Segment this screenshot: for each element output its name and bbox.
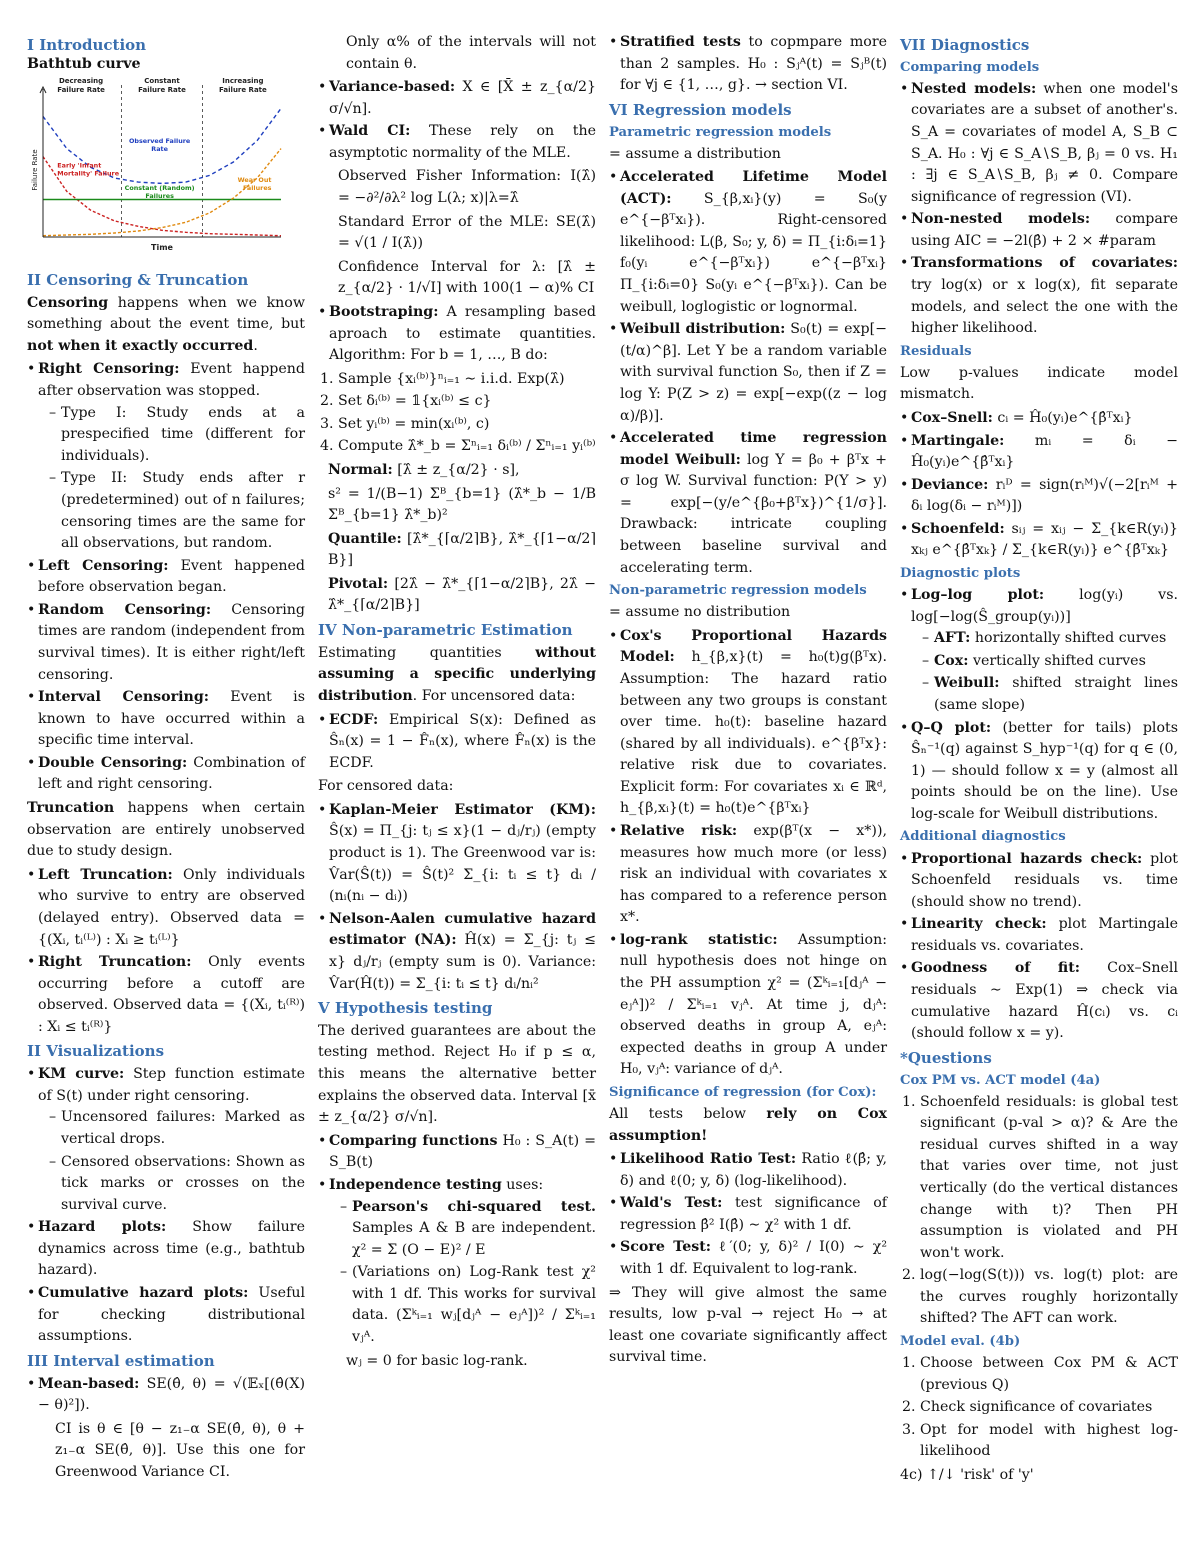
item-label: Martingale: — [911, 432, 1005, 449]
subsection-parametric: Parametric regression models — [609, 124, 832, 140]
residuals-list — [900, 408, 1178, 562]
subsection-diagnostic-plots: Diagnostic plots — [900, 566, 1021, 582]
item-text: to copmpare more than 2 samples. H₀ : Sⱼᴬ(t) = Sⱼᴮ(t) for ∀j ∈ {1, …, g}. → section VI. — [620, 34, 887, 94]
item-label: Proportional hazards check: — [911, 850, 1143, 867]
item-label: Right Truncation: — [38, 954, 192, 971]
list-item — [27, 1064, 305, 1216]
censoring-intro-end: . — [253, 337, 258, 354]
censoring-list — [27, 359, 305, 796]
list-item — [318, 121, 596, 164]
item-text: sᵢⱼ = xᵢⱼ − Σ_{k∈R(yᵢ)} xₖⱼ e^{β̂ᵀxₖ} / Σ_{k∈R(yᵢ)} e^{β̂ᵀxₖ} — [911, 520, 1178, 559]
item-text: mᵢ = δᵢ − Ĥ₀(yᵢ)e^{β̂ᵀxᵢ} — [911, 432, 1178, 471]
item-label: Log–log plot: — [911, 587, 1045, 604]
subsection-nonparametric: Non-parametric regression models — [609, 583, 867, 599]
item-text: test significance of regression β̂² I(β̂) ∼ χ² with 1 df. — [620, 1195, 887, 1233]
column-4 — [900, 32, 1178, 1489]
step-item: 2. Set δᵢ⁽ᵇ⁾ = 𝟙{xᵢ⁽ᵇ⁾ ≤ c} — [338, 391, 596, 413]
list-item — [609, 167, 887, 318]
np-intro — [318, 643, 596, 708]
item-text: S₀(t) = exp[−(t/α)^β]. Let Y be a random variable with survival function S₀, then if Z = log Y: P(Z > z) = exp[−exp((z − log α)/β)]. — [620, 321, 887, 424]
list-item — [900, 914, 1178, 957]
section-title-censoring: II Censoring & Truncation — [27, 270, 249, 289]
step-item: 3. Set yᵢ⁽ᵇ⁾ = min(xᵢ⁽ᵇ⁾, c) — [338, 414, 596, 436]
alpha-note: Only α% of the intervals will not contain θ. — [346, 34, 596, 72]
item-label: Score Test: — [620, 1239, 712, 1256]
np-intro-end: . For uncensored data: — [412, 687, 576, 704]
item-text: vertically shifted curves — [968, 652, 1146, 669]
subsection-cox-vs-act: Cox PM vs. ACT model (4a) — [900, 1072, 1101, 1088]
item-label: Transformations of covariates: — [911, 255, 1178, 272]
list-item — [900, 431, 1178, 474]
region-title: Constant — [144, 77, 180, 86]
ecdf-list — [318, 710, 596, 775]
list-item — [900, 209, 1178, 252]
fisher-info: Observed Fisher Information: I(λ̂) = −∂²/∂λ² log L(λ; x)|λ=λ̂ — [338, 168, 596, 207]
item-text: A resampling based aproach to estimate quantities. Algorithm: For b = 1, …, B do: — [329, 303, 596, 364]
parametric-note: = assume a distribution — [609, 145, 781, 162]
item-text: shifted straight lines (same slope) — [934, 675, 1178, 714]
bootstrap-steps — [318, 369, 596, 458]
ci-pivotal — [328, 574, 596, 617]
subsection-additional: Additional diagnostics — [900, 829, 1066, 845]
column-2 — [318, 32, 596, 1374]
list-item — [609, 626, 887, 820]
item-label: Weibull distribution: — [620, 321, 786, 338]
visualization-list — [27, 1064, 305, 1348]
plots-list — [900, 585, 1178, 825]
subsection-residuals: Residuals — [900, 343, 972, 359]
section-title-visualizations: II Visualizations — [27, 1042, 165, 1061]
interval-list — [27, 1374, 305, 1417]
ci-text: CI is θ ∈ [θ − z₁₋α SE(θ̂, θ), θ + z₁₋α SE(θ̂, θ)]. Use this one for Greenwood Variance CI. — [55, 1420, 305, 1480]
item-label: Stratified tests — [620, 34, 741, 50]
list-item — [318, 909, 596, 995]
item-label: Normal: — [328, 461, 393, 478]
item-label: Accelerated Lifetime Model (ACT): — [620, 169, 887, 207]
parametric-list — [609, 167, 887, 579]
item-label: Bootstraping: — [329, 303, 439, 320]
item-label: Relative risk: — [620, 823, 738, 839]
list-item — [27, 753, 305, 796]
item-text: Step function estimate of S(t) under right censoring. — [38, 1066, 305, 1104]
section-title-nonparametric: IV Non-parametric Estimation — [318, 621, 573, 640]
item-label: Nested models: — [911, 80, 1037, 97]
list-item — [900, 718, 1178, 826]
step-item: 2. Check significance of covariates — [920, 1397, 1178, 1419]
item-label: Variance-based: — [329, 79, 456, 96]
section-title-interval-estimation: III Interval estimation — [27, 1351, 215, 1370]
item-text: exp(βᵀ(x − x*)), measures how much more (or less) risk an individual with covariates x has compared to a reference person x*. — [620, 823, 887, 926]
region-title: Decreasing — [58, 77, 104, 86]
ci-quantile — [328, 529, 596, 572]
list-item — [609, 428, 887, 579]
item-label: ECDF: — [329, 711, 379, 728]
cox-vs-act-list — [900, 1092, 1178, 1330]
item-label: log-rank statistic: — [620, 931, 778, 948]
section-title-questions: *Questions — [900, 1048, 992, 1067]
ci-normal — [328, 460, 596, 482]
item-label: Double Censoring: — [38, 754, 188, 771]
item-text: Show failure dynamics across time (e.g., bathtub hazard). — [38, 1219, 305, 1279]
np-intro-bold: without assuming a specific underlying distribution — [318, 644, 596, 704]
list-item — [609, 821, 887, 929]
item-text: horizontally shifted curves — [970, 630, 1167, 647]
item-label: Pivotal: — [328, 575, 389, 592]
item-label: Mean-based: — [38, 1375, 140, 1392]
step-item: 1. Choose between Cox PM & ACT (previous Q) — [920, 1353, 1178, 1396]
chart-annotation: Rate — [151, 145, 168, 154]
list-item — [900, 253, 1178, 339]
list-item — [27, 600, 305, 686]
list-item — [900, 849, 1178, 914]
comparing-list — [900, 79, 1178, 340]
list-item — [609, 319, 887, 427]
truncation-term: Truncation — [27, 800, 115, 817]
significance-intro — [609, 1104, 887, 1147]
region-title: Increasing — [222, 77, 264, 86]
chart-annotation: Failures — [145, 192, 174, 201]
step-item: 2. log(−log(S(t))) vs. log(t) plot: are the curves roughly horizontally shifted? The AFT can work. — [920, 1265, 1178, 1330]
item-label: Cox–Snell: — [911, 410, 993, 427]
standard-error: Standard Error of the MLE: SE(λ̂) = √(1 / I(λ̂)) — [338, 213, 596, 252]
item-text: [2λ̂ − λ̂*_{⌈1−α/2⌉B}, 2λ̂ − λ̂*_{⌈α/2⌉B}] — [328, 575, 596, 614]
right-censoring-sublist — [38, 403, 305, 555]
item-text: Samples A & B are independent. χ² = Σ (O − E)² / E — [352, 1220, 596, 1258]
sub-item: – Censored observations: Shown as tick marks or crosses on the survival curve. — [49, 1152, 305, 1217]
list-item — [609, 1193, 887, 1236]
item-text: Only individuals who survive to entry are observed (delayed entry). Observed data = {(Xᵢ, tᵢ⁽ᴸ⁾) : Xᵢ ≥ tᵢ⁽ᴸ⁾} — [38, 866, 305, 948]
chart-annotation: Wear Out — [237, 176, 272, 185]
hypothesis-list — [318, 1131, 596, 1349]
list-item — [27, 952, 305, 1038]
section-title-diagnostics: VII Diagnostics — [900, 36, 1030, 54]
item-text: Only events occurring before a cutoff are observed. Observed data = {(Xᵢ, tᵢ⁽ᴿ⁾) : Xᵢ ≤ tᵢ⁽ᴿ⁾} — [38, 954, 305, 1035]
np-intro-text: Estimating quantities — [318, 644, 536, 661]
variance-list — [318, 77, 596, 164]
item-text: Cox–Snell residuals ∼ Exp(1) ⇒ check via cumulative hazard Ĥ(cᵢ) vs. cᵢ (should follow x = y). — [911, 960, 1178, 1042]
item-label: Nelson-Aalen cumulative hazard estimator (NA): — [329, 910, 596, 949]
list-item — [27, 1217, 305, 1282]
significance-text: All tests below — [609, 1106, 767, 1122]
y-axis-label: Failure Rate — [31, 149, 39, 192]
item-text: compare using AIC = −2l(β̂) + 2 × #param — [911, 211, 1178, 249]
item-label: Schoenfeld: — [911, 520, 1005, 537]
item-text: Event is known to have occurred within a specific time interval. — [38, 689, 305, 749]
subsection-comparing-models: Comparing models — [900, 59, 1040, 75]
item-text: rᵢᴰ = sign(rᵢᴹ)√(−2[rᵢᴹ + δᵢ log(δᵢ − rᵢᴹ)]) — [911, 476, 1178, 515]
item-text: [λ̂ ± z_{α/2} · s], — [392, 461, 520, 478]
column-1 — [27, 32, 305, 1485]
item-label: Interval Censoring: — [38, 689, 209, 706]
item-text: X ∈ [X̄ ± z_{α/2} σ/√n]. — [329, 79, 596, 117]
list-item — [900, 519, 1178, 562]
item-text: S_{β,xᵢ}(y) = S₀(y e^{−βᵀxᵢ}). Right-censored likelihood: L(β, S₀; y, δ) = Π_{i:δᵢ=1} f₀(yᵢ e^{−βᵀxᵢ}) e^{−βᵀxᵢ} Π_{i:δᵢ=0} S₀(yᵢ e^{−βᵀxᵢ}). Can be weibull, loglogistic or lognormal. — [620, 190, 887, 315]
list-item — [900, 408, 1178, 430]
item-label: KM curve: — [38, 1066, 125, 1083]
section-title-hypothesis: V Hypothesis testing — [318, 999, 493, 1018]
section-title-introduction: I Introduction — [27, 36, 147, 54]
truncation-text: happens when certain observation are entirely unobserved due to study design. — [27, 800, 305, 860]
bootstrap-list — [318, 302, 596, 367]
nonparametric-note: = assume no distribution — [609, 604, 791, 621]
item-label: Left Truncation: — [38, 866, 173, 883]
item-text: SE(θ̂, θ) = √(𝔼ₓ[(θ̂(X) − θ)²]). — [38, 1375, 305, 1414]
list-item — [318, 710, 596, 775]
censoring-intro-text: happens when we know something about the event time, but — [27, 294, 305, 333]
bathtub-label: Bathtub curve — [27, 55, 141, 72]
item-label: Likelihood Ratio Test: — [620, 1151, 797, 1168]
step-item: 4. Compute λ̂*_b = Σⁿᵢ₌₁ δᵢ⁽ᵇ⁾ / Σⁿᵢ₌₁ yᵢ⁽ᵇ⁾ — [338, 436, 596, 458]
loglog-sublist — [911, 628, 1178, 716]
item-label: Wald's Test: — [620, 1195, 723, 1212]
list-item — [609, 32, 887, 97]
km-sublist — [38, 1107, 305, 1216]
list-item — [27, 556, 305, 599]
item-text: These rely on the asymptotic normality of the MLE. — [329, 123, 596, 161]
chart-annotation: Failures — [242, 184, 272, 193]
list-item — [900, 79, 1178, 208]
list-item — [318, 1175, 596, 1349]
estimator-list — [318, 800, 596, 995]
item-text: log(yᵢ) vs. log[−log(Ŝ_group(yᵢ))] — [911, 587, 1178, 625]
wj-note: wⱼ = 0 for basic log-rank. — [346, 1352, 528, 1369]
item-label: Linearity check: — [911, 916, 1047, 933]
sub-item — [340, 1262, 596, 1348]
item-text: Ŝ(x) = Π_{j: tⱼ ≤ x}(1 − dⱼ/rⱼ) (empty product is 1). The Greenwood var is: V̂ar(Ŝ(t)) = Ŝ(t)² Σ_{i: tᵢ ≤ t} dᵢ / (nᵢ(nᵢ − dᵢ)) — [329, 823, 596, 905]
item-label: Kaplan-Meier Estimator (KM): — [329, 801, 596, 818]
item-text: when one model's covariates are a subset of another's. S_A = covariates of model A, S_B ⊂ S_A. H₀ : ∀j ∈ S_A∖S_B, βⱼ = 0 vs. H₁ : ∃j ∈ S_A∖S_B, βⱼ ≠ 0. Compare significance of regression (VI). — [911, 80, 1178, 205]
residuals-note: Low p-values indicate model mismatch. — [900, 364, 1178, 403]
last-line: 4c) ↑/↓ 'risk' of 'y' — [900, 1466, 1034, 1483]
region-title: Failure Rate — [57, 86, 105, 95]
independence-sublist — [329, 1197, 596, 1349]
significance-conclusion: ⇒ They will give almost the same results, low p-val → reject H₀ → at least one covariate significantly affect survival time. — [609, 1284, 887, 1366]
item-text: Empirical S(x): Defined as Ŝₙ(x) = 1 − F̂ₙ(x), where F̂ₙ(x) is the ECDF. — [329, 711, 596, 771]
ci-variance — [328, 484, 596, 527]
column-3 — [609, 32, 887, 1371]
item-text: plot Martingale residuals vs. covariates. — [911, 916, 1178, 954]
item-label: Random Censoring: — [38, 601, 212, 618]
item-text: try log(x) or x log(x), fit separate models, and select the one with the higher likelihood. — [911, 277, 1178, 337]
list-item — [609, 1237, 887, 1280]
sub-item: – Type II: Study ends after r (predetermined) out of n failures; censoring times are the same for all observations, but random. — [49, 468, 305, 554]
chart-annotation: Constant (Random) — [124, 184, 195, 193]
item-text: ℓ′(0; y, δ)² / I(0) ∼ χ² with 1 df. Equivalent to log-rank. — [620, 1239, 888, 1278]
hypothesis-text: The derived guarantees are about the testing method. Reject H₀ if p ≤ α, this means the alternative better explains the observed data. Interval [x̄ ± z_{α/2} σ/√n]. — [318, 1022, 596, 1126]
list-item — [27, 1283, 305, 1348]
item-label: Independence testing — [329, 1176, 502, 1193]
model-eval-list — [900, 1353, 1178, 1463]
nonparametric-list — [609, 626, 887, 1081]
item-text: Ĥ(x) = Σ_{j: tⱼ ≤ x} dⱼ/rⱼ (empty sum is 0). Variance: V̂ar(Ĥ(t)) = Σ_{i: tᵢ ≤ t} dᵢ/nᵢ² — [329, 932, 596, 992]
item-text: uses: — [501, 1176, 544, 1193]
item-label: Accelerated time regression model Weibull: — [620, 430, 887, 468]
list-item — [900, 958, 1178, 1044]
sub-item: – Uncensored failures: Marked as vertical drops. — [49, 1107, 305, 1150]
item-label: Pearson's chi-squared test. — [352, 1198, 596, 1215]
sub-item: – Type I: Study ends at a prespecified time (different for individuals). — [49, 403, 305, 468]
item-label: Comparing functions — [329, 1132, 498, 1149]
item-label: Cox's Proportional Hazards Model: — [620, 627, 887, 666]
bootstrap-cis — [318, 460, 596, 617]
list-item — [27, 865, 305, 951]
list-item — [609, 930, 887, 1081]
step-item: 3. Opt for model with highest log-likelihood — [920, 1420, 1178, 1463]
item-text: s² = 1/(B−1) Σᴮ_{b=1} (λ̂*_b − 1/B Σᴮ_{b=1} λ̂*_b)² — [328, 485, 596, 524]
item-text: h_{β,x}(t) = h₀(t)g(βᵀx). Assumption: The hazard ratio between any two groups is constant over time. h₀(t): baseline hazard (shared by all individuals). e^{βᵀx}: relative risk due to covariates. Explicit form: For covariates xᵢ ∈ ℝᵈ, h_{β,xᵢ}(t) = h₀(t)e^{βᵀxᵢ} — [620, 649, 887, 817]
item-text: [λ̂*_{⌈α/2⌉B}, λ̂*_{⌈1−α/2⌉B}] — [328, 530, 596, 569]
item-text: Ratio ℓ(β̂; y, δ) and ℓ(0; y, δ) (log-likelihood). — [620, 1151, 887, 1189]
additional-list — [900, 849, 1178, 1045]
item-text: Event happend after observation was stopped. — [38, 361, 305, 400]
subsection-model-eval: Model eval. (4b) — [900, 1333, 1021, 1349]
list-item — [609, 1149, 887, 1192]
censoring-intro-bold: not when it exactly occurred — [27, 337, 254, 354]
item-text: Censoring times are random (independent from survival times). It is either right/left censoring. — [38, 601, 305, 683]
item-text: log Y = β₀ + βᵀx + σ log W. Survival function: P(Y > y) = exp[−(y/e^{β₀+βᵀx})^{1/σ}]. Drawback: intricate coupling between baseline survival and accelerating term. — [620, 451, 887, 576]
subsection-significance: Significance of regression (for Cox): — [609, 1084, 877, 1100]
censored-note: For censored data: — [318, 778, 454, 795]
region-title: Failure Rate — [138, 86, 186, 95]
list-item — [27, 359, 305, 554]
list-item — [318, 77, 596, 120]
item-text: Combination of left and right censoring. — [38, 754, 306, 793]
sub-item — [340, 1197, 596, 1262]
item-label: Hazard plots: — [38, 1219, 167, 1236]
list-item — [27, 1374, 305, 1417]
item-text: Event happened before observation began. — [38, 557, 305, 596]
truncation-list — [27, 865, 305, 1039]
significance-list — [609, 1149, 887, 1280]
list-item — [318, 1131, 596, 1174]
section-title-regression: VI Regression models — [609, 100, 792, 119]
chart-annotation: Mortality' Failure — [57, 169, 120, 178]
significance-bold: rely on Cox assumption! — [609, 1106, 887, 1144]
step-item: 1. Sample {xᵢ⁽ᵇ⁾}ⁿᵢ₌₁ ∼ i.i.d. Exp(λ̂) — [338, 369, 596, 391]
item-label: Cox: — [934, 652, 969, 669]
item-text: cᵢ = Ĥ₀(yᵢ)e^{β̂ᵀxᵢ} — [992, 410, 1133, 427]
item-text: plot Schoenfeld residuals vs. time (should show no trend). — [911, 850, 1178, 910]
item-label: Q–Q plot: — [911, 719, 992, 736]
item-label: Left Censoring: — [38, 557, 169, 574]
item-label: Weibull: — [934, 675, 1000, 692]
list-item — [900, 585, 1178, 716]
item-label: Cumulative hazard plots: — [38, 1284, 249, 1301]
truncation-intro — [27, 798, 305, 863]
item-label: Deviance: — [911, 476, 989, 493]
bathtub-chart — [27, 77, 287, 253]
region-title: Failure Rate — [219, 86, 267, 95]
censoring-term: Censoring — [27, 294, 109, 311]
sub-item — [922, 628, 1178, 650]
list-item — [318, 800, 596, 908]
item-text: (better for tails) plots Ŝₙ⁻¹(q) against S_hyp⁻¹(q) for q ∈ (0, 1) — should follow x = y (almost all points should be on the line). Use log-scale for Weibull distributions. — [911, 719, 1178, 822]
list-item — [318, 302, 596, 367]
item-label: Quantile: — [328, 530, 402, 547]
x-axis-label: Time — [151, 243, 173, 253]
item-label: AFT: — [934, 630, 971, 647]
item-text: (Variations on) Log-Rank test χ² with 1 df. This works for survival data. (Σᵏᵢ₌₁ wⱼ[dⱼᴬ − eⱼᴬ])² / Σᵏᵢ₌₁ vⱼᴬ. — [352, 1264, 596, 1345]
chart-annotation: Observed Failure — [128, 137, 191, 146]
item-text: H₀ : S_A(t) = S_B(t) — [329, 1132, 596, 1171]
step-item: 1. Schoenfeld residuals: is global test significant (p-val > α)? & Are the residual curves shifted in a way that varies over time, not just vertically (do the vertical distances change with t)? Then PH assumption is violated and PH won't work. — [920, 1092, 1178, 1265]
item-label: Wald CI: — [329, 123, 411, 140]
chart-annotation: Early 'Infant — [57, 161, 102, 170]
censoring-intro — [27, 293, 305, 358]
list-item — [27, 687, 305, 752]
stratified-list — [609, 32, 887, 97]
item-label: Right Censoring: — [38, 361, 180, 378]
item-text: Assumption: null hypothesis does not hinge on the PH assumption χ² = (Σᵏᵢ₌₁[dⱼᴬ − eⱼᴬ])² / Σᵏᵢ₌₁ vⱼᴬ. At time j, dⱼᴬ: observed deaths in group A, eⱼᴬ: expected deaths in group A under H₀, vⱼᴬ: variance of dⱼᴬ. — [620, 931, 887, 1078]
item-text: Useful for checking distributional assumptions. — [38, 1284, 305, 1345]
confidence-interval: Confidence Interval for λ: [λ̂ ± z_{α/2} · 1/√I] with 100(1 − α)% CI — [338, 258, 596, 297]
item-label: Goodness of fit: — [911, 960, 1081, 977]
list-item — [900, 475, 1178, 518]
item-label: Non-nested models: — [911, 211, 1091, 228]
sub-item — [922, 673, 1178, 716]
sub-item — [922, 651, 1178, 673]
